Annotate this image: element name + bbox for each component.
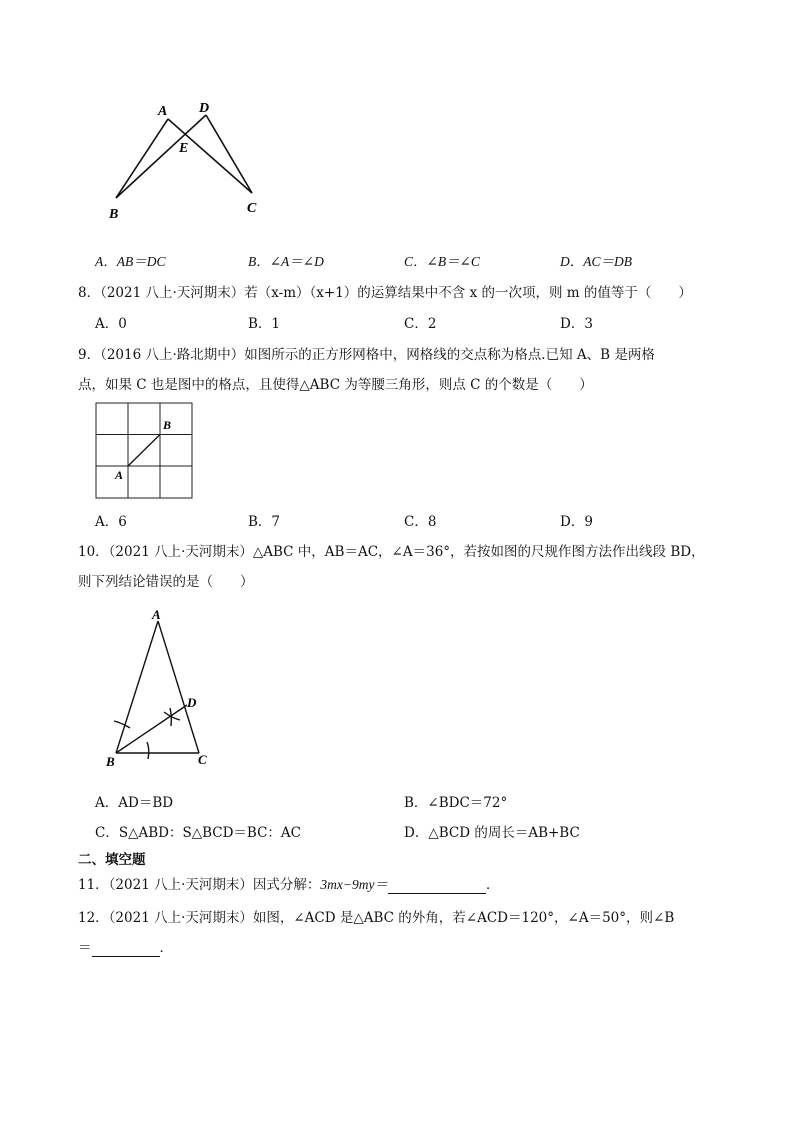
q10-option-d[interactable]: D．△BCD 的周长＝AB+BC [404,825,580,841]
q7-option-a[interactable]: A．AB＝DC [95,254,166,269]
q7-option-d[interactable]: D．AC＝DB [560,254,632,269]
arc-mark-ab [114,721,130,728]
q12-stem-line1: 12．（2021 八上·天河期末）如图，∠ACD 是△ABC 的外角，若∠ACD＝120°，∠A＝50°，则∠B [78,910,675,926]
q10-option-c[interactable]: C．S△ABD：S△BCD＝BC：AC [95,825,301,841]
q11-expression: 3mx−9my＝ [320,877,388,892]
label-a: A [158,104,168,119]
grid-label-b: B [163,418,172,432]
label-c: C [247,201,257,216]
q11-answer-blank[interactable] [388,877,486,894]
label-d: D [199,101,210,116]
segment-db [116,115,206,198]
segment-ab [128,435,160,467]
q9-grid-figure [95,402,195,500]
q8-stem: 8．（2021 八上·天河期末）若（x-m）（x+1）的运算结果中不含 x 的一次项，则 m 的值等于（ ） [78,285,692,301]
side-ac [158,621,199,753]
q10-option-b[interactable]: B．∠BDC＝72° [404,795,508,811]
q10-stem-line1: 10．（2021 八上·天河期末）△ABC 中，AB＝AC，∠A＝36°，若按如图的尺规作图方法作出线段 BD， [78,544,705,560]
label-d: D [187,695,197,710]
q12-stem-line2 [78,936,173,957]
arc-mark-bc [147,742,149,759]
q12-answer-blank[interactable] [92,940,160,957]
q8-option-c[interactable]: C．2 [404,316,437,332]
q11-suffix: ． [485,877,500,893]
q7-option-c[interactable]: C．∠B＝∠C [404,254,480,269]
q9-option-a[interactable]: A．6 [95,514,127,530]
q9-option-d[interactable]: D．9 [560,514,593,530]
grid-label-a: A [115,468,124,482]
q8-option-b[interactable]: B．1 [248,316,281,332]
segment-ab [116,119,168,198]
q12-suffix: ． [159,940,173,956]
segment-dc [206,115,252,193]
segment-bd [116,705,187,753]
q8-option-a[interactable]: A．0 [95,316,127,332]
q10-triangle-figure [100,606,220,771]
q7-figure [95,85,275,225]
q9-stem-line1: 9．（2016 八上·路北期中）如图所示的正方形网格中，网格线的交点称为格点.已知 A、B 是两格 [78,347,655,363]
q10-stem-line2: 则下列结论错误的是（ ） [78,574,254,590]
label-b: B [109,207,119,222]
q11-stem-prefix: 11．（2021 八上·天河期末）因式分解： [78,877,321,893]
label-e: E [179,141,189,156]
label-b: B [106,754,115,769]
q9-stem-line2: 点，如果 C 也是图中的格点，且使得△ABC 为等腰三角形，则点 C 的个数是（ ） [78,377,593,393]
q11-stem [78,873,499,894]
segment-ac [168,119,252,193]
section-title-fill-in: 二、填空题 [78,852,146,868]
q9-option-c[interactable]: C．8 [404,514,437,530]
side-ab [116,621,158,753]
q8-option-d[interactable]: D．3 [560,316,593,332]
label-c: C [198,752,207,767]
label-a: A [152,607,161,622]
q12-line2-prefix: ＝ [78,940,92,956]
q9-option-b[interactable]: B．7 [248,514,281,530]
q10-option-a[interactable]: A．AD＝BD [95,795,174,811]
q7-option-b[interactable]: B．∠A＝∠D [248,254,324,269]
